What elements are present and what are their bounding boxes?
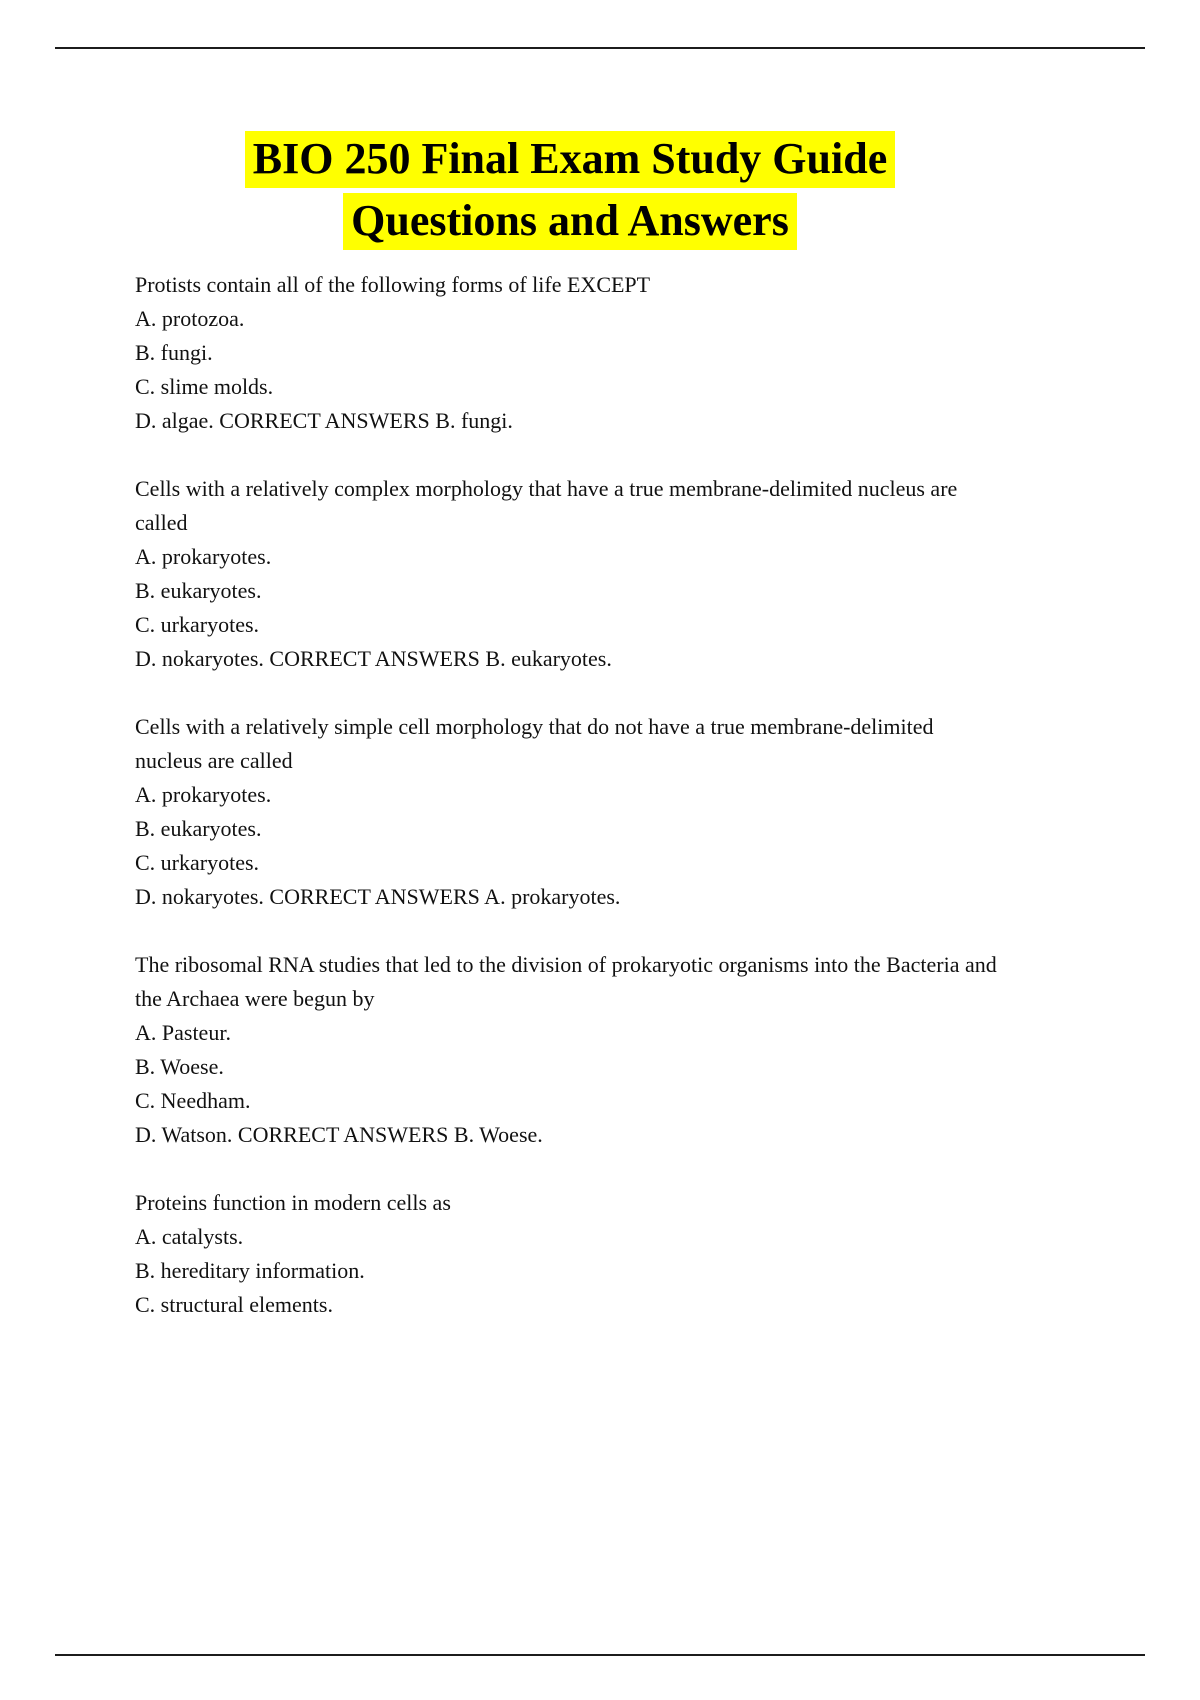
question-block	[135, 948, 1005, 1152]
answer-option: C. structural elements.	[135, 1292, 333, 1317]
answer-option: C. urkaryotes.	[135, 850, 260, 875]
question-text: The ribosomal RNA studies that led to the division of prokaryotic organisms into the Bacteria and the Archaea were begun by	[135, 952, 997, 1011]
title-line-2: Questions and Answers	[343, 193, 797, 250]
question-text: Cells with a relatively complex morphology that have a true membrane-delimited nucleus are called	[135, 476, 958, 535]
bottom-divider	[55, 1654, 1145, 1656]
page-title	[135, 128, 1005, 252]
answer-option: D. algae. CORRECT ANSWERS B. fungi.	[135, 408, 513, 433]
answer-option: B. eukaryotes.	[135, 816, 262, 841]
answer-option: D. nokaryotes. CORRECT ANSWERS A. prokaryotes.	[135, 884, 621, 909]
answer-option: A. protozoa.	[135, 306, 245, 331]
answer-option: D. Watson. CORRECT ANSWERS B. Woese.	[135, 1122, 543, 1147]
answer-option: B. fungi.	[135, 340, 213, 365]
answer-option: A. catalysts.	[135, 1224, 244, 1249]
question-text: Cells with a relatively simple cell morphology that do not have a true membrane-delimited nucleus are called	[135, 714, 934, 773]
question-block	[135, 1186, 1005, 1322]
question-block	[135, 472, 1005, 676]
answer-option: B. eukaryotes.	[135, 578, 262, 603]
answer-option: B. Woese.	[135, 1054, 224, 1079]
answer-option: B. hereditary information.	[135, 1258, 365, 1283]
document-content	[135, 128, 1005, 1322]
top-divider	[55, 47, 1145, 49]
answer-option: C. urkaryotes.	[135, 612, 260, 637]
answer-option: A. prokaryotes.	[135, 782, 272, 807]
question-text: Protists contain all of the following forms of life EXCEPT	[135, 272, 651, 297]
answer-option: A. prokaryotes.	[135, 544, 272, 569]
answer-option: D. nokaryotes. CORRECT ANSWERS B. eukaryotes.	[135, 646, 612, 671]
question-block	[135, 710, 1005, 914]
answer-option: A. Pasteur.	[135, 1020, 231, 1045]
title-line-1: BIO 250 Final Exam Study Guide	[245, 131, 895, 188]
questions-list	[135, 268, 1005, 1322]
answer-option: C. Needham.	[135, 1088, 251, 1113]
answer-option: C. slime molds.	[135, 374, 274, 399]
question-text: Proteins function in modern cells as	[135, 1190, 451, 1215]
question-block	[135, 268, 1005, 438]
